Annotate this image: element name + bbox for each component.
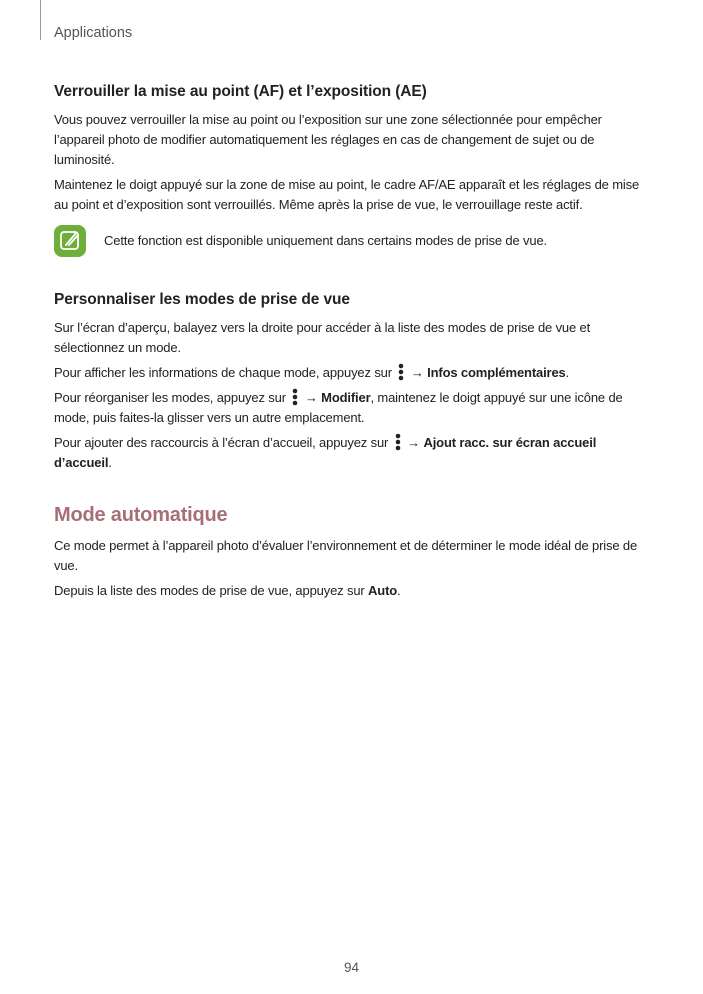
- section-af-ae-lock: [54, 81, 654, 257]
- text-segment: , maintenez le doigt appuyé sur une icône de mode, puis faites-la glisser vers un autre emplacement.: [54, 390, 623, 425]
- text-segment: Pour afficher les informations de chaque mode, appuyez sur: [54, 365, 396, 380]
- text-segment: .: [108, 455, 112, 470]
- note-text: Cette fonction est disponible uniquement dans certains modes de prise de vue.: [104, 233, 548, 248]
- paragraph-mode-info: [54, 363, 654, 383]
- paragraph-reorder-modes: [54, 388, 654, 428]
- menu-option-infos: Infos complémentaires: [427, 365, 566, 380]
- more-options-icon: [291, 388, 299, 406]
- paragraph-auto-howto: [54, 581, 654, 601]
- section-title-auto: Mode automatique: [54, 504, 228, 526]
- menu-option-auto: Auto: [368, 583, 398, 598]
- paragraph-af-ae-howto: Maintenez le doigt appuyé sur la zone de mise au point, le cadre AF/AE apparaît et les réglages de mise au point et d’exposition sont verrouillés. Même après la prise de vue, le verrouillage reste actif.: [54, 177, 640, 212]
- more-options-icon: [397, 363, 405, 381]
- page-number: 94: [343, 960, 360, 975]
- more-options-icon: [394, 433, 402, 451]
- note-pencil-icon: [54, 225, 86, 257]
- section-customize-modes: [54, 289, 654, 473]
- paragraph-customize-intro: Sur l’écran d’aperçu, balayez vers la droite pour accéder à la liste des modes de prise de vue et sélectionnez un mode.: [54, 320, 591, 355]
- paragraph-af-ae-intro: Vous pouvez verrouiller la mise au point ou l’exposition sur une zone sélectionnée pour empêcher l’appareil photo de modifier automatiquement les réglages en cas de changement de sujet ou de luminosité.: [54, 112, 602, 167]
- text-segment: Pour réorganiser les modes, appuyez sur: [54, 390, 290, 405]
- header-rule: [40, 0, 41, 40]
- paragraph-auto-intro: Ce mode permet à l’appareil photo d’évaluer l’environnement et de déterminer le mode idéal de prise de vue.: [54, 538, 638, 573]
- text-segment: .: [397, 583, 401, 598]
- menu-option-modifier: Modifier: [321, 390, 371, 405]
- page-content: [54, 81, 654, 606]
- section-title-af-ae: Verrouiller la mise au point (AF) et l’exposition (AE): [54, 83, 427, 100]
- header-section-label: Applications: [54, 25, 133, 41]
- note-box: [54, 225, 654, 257]
- arrow-glyph: →: [403, 435, 424, 450]
- section-title-customize: Personnaliser les modes de prise de vue: [54, 291, 350, 308]
- text-segment: Pour ajouter des raccourcis à l’écran d’accueil, appuyez sur: [54, 435, 392, 450]
- menu-option-ajout-racc: Ajout racc. sur écran accueil d’accueil: [54, 435, 597, 470]
- paragraph-add-shortcut: [54, 433, 654, 473]
- text-segment: Depuis la liste des modes de prise de vue, appuyez sur: [54, 583, 369, 598]
- arrow-glyph: →: [407, 365, 428, 380]
- text-segment: .: [565, 365, 570, 380]
- section-auto-mode: [54, 501, 654, 601]
- arrow-glyph: →: [301, 390, 322, 405]
